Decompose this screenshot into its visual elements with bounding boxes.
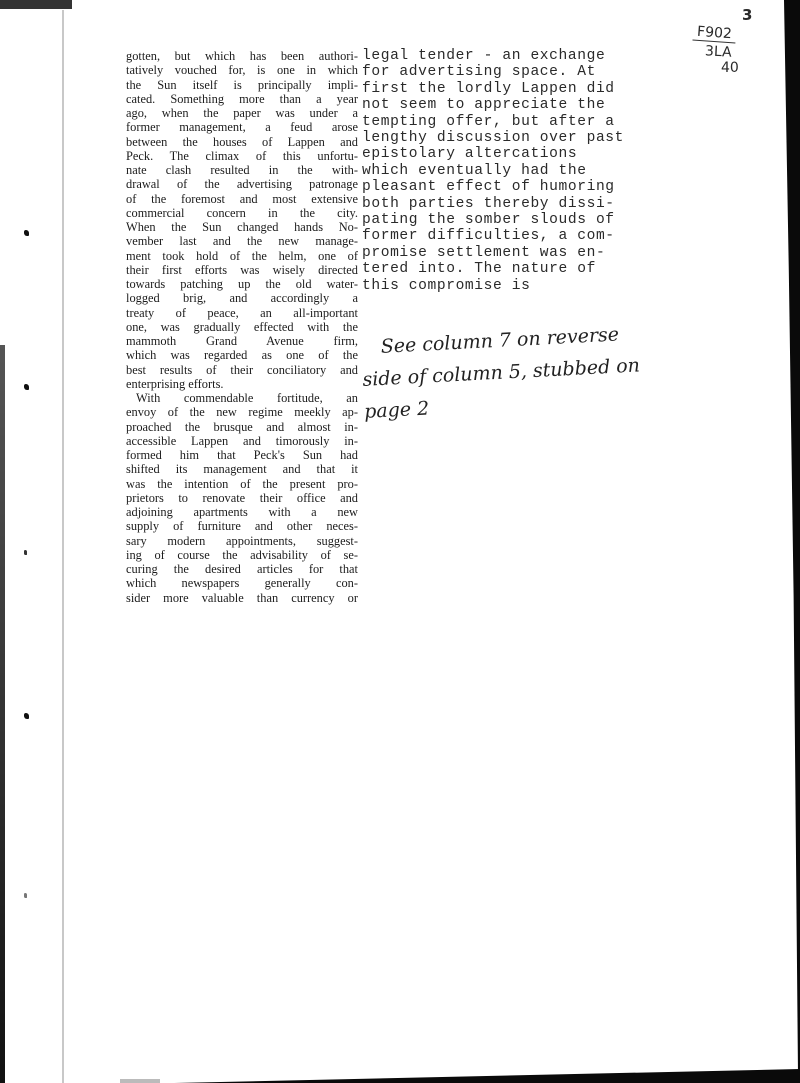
text-line: tatively vouched for, is one in which — [126, 63, 358, 78]
page-number: 3 — [742, 6, 753, 24]
text-line: promise settlement was en- — [362, 244, 606, 261]
text-line: which was regarded as one of the — [126, 348, 358, 363]
text-line: vember last and the new manage- — [126, 234, 358, 249]
catalog-mark-line1: F902 — [692, 24, 736, 44]
text-line: their first efforts was wisely directed — [126, 262, 358, 277]
scan-edge-bottom — [120, 1069, 800, 1083]
text-line: pleasant effect of humoring — [362, 179, 615, 196]
text-line: Peck. The climax of this unfortu- — [126, 148, 358, 163]
text-line: accessible Lappen and timorously in- — [126, 433, 358, 448]
text-line: adjoining apartments with a new — [126, 505, 358, 519]
paragraph-1 — [126, 49, 358, 391]
text-line: shifted its management and that it — [126, 462, 358, 477]
text-line: former difficulties, a com- — [362, 228, 615, 245]
binding-hole-mark — [24, 713, 29, 719]
handwritten-note — [360, 311, 764, 428]
text-line: drawal of the advertising patronage — [126, 177, 358, 192]
text-line: sider more valuable than currency or — [126, 590, 358, 605]
scan-edge-left — [0, 345, 5, 1083]
text-line: best results of their conciliatory and — [126, 362, 358, 377]
text-line: which newspapers generally con- — [126, 576, 358, 591]
text-line: ago, when the paper was under a — [126, 106, 358, 120]
text-line: tempting offer, but after a — [362, 113, 615, 130]
text-line: for advertising space. At — [362, 64, 596, 81]
text-line: cated. Something more than a year — [126, 91, 358, 106]
text-line: towards patching up the old water- — [126, 277, 358, 291]
binding-hole-mark — [24, 230, 29, 236]
handwritten-line: See column 7 on reverse — [380, 323, 620, 358]
text-line: between the houses of Lappen and — [126, 134, 358, 149]
text-line: was the intention of the present pro- — [126, 476, 358, 491]
binding-hole-mark — [24, 384, 29, 390]
text-line: both parties thereby dissi- — [362, 195, 615, 212]
handwritten-line: side of column 5, stubbed on — [361, 354, 641, 391]
text-line: ing of course the advisability of se- — [126, 547, 358, 562]
page-crease-line — [62, 10, 64, 1083]
text-line: which eventually had the — [362, 162, 587, 179]
text-line: nate clash resulted in the with- — [126, 163, 358, 177]
text-line: lengthy discussion over past — [362, 130, 625, 147]
paragraph-2 — [126, 391, 358, 605]
scan-edge-top — [0, 0, 72, 9]
text-line: logged brig, and accordingly a — [126, 291, 358, 306]
text-line: epistolary altercations — [362, 146, 578, 163]
scan-shadow-bottom — [120, 1079, 160, 1083]
printed-column — [126, 49, 358, 605]
text-line: With commendable fortitude, an — [136, 391, 358, 405]
text-line: ment took hold of the helm, one of — [126, 248, 358, 263]
text-line: mammoth Grand Avenue firm, — [126, 334, 358, 348]
text-line: one, was gradually effected with the — [126, 319, 358, 334]
text-line: prietors to renovate their office and — [126, 490, 358, 505]
text-line: this compromise is — [362, 277, 531, 294]
text-line: of the foremost and most extensive — [126, 191, 358, 206]
text-line: legal tender - an exchange — [362, 48, 606, 64]
handwritten-line: page 2 — [363, 397, 430, 423]
text-line: the Sun itself is principally impli- — [126, 77, 358, 92]
text-line: pating the somber slouds of — [362, 212, 615, 229]
text-line: not seem to appreciate the — [362, 97, 606, 114]
typewritten-column — [362, 48, 662, 294]
text-line: tered into. The nature of — [362, 261, 596, 278]
binding-hole-mark — [24, 893, 27, 898]
text-line: commercial concern in the city. — [126, 205, 358, 220]
text-line: proached the brusque and almost in- — [126, 419, 358, 434]
text-line: envoy of the new regime meekly ap- — [126, 405, 358, 420]
text-line: supply of furniture and other neces- — [126, 519, 358, 534]
text-line: formed him that Peck's Sun had — [126, 448, 358, 462]
catalog-mark-line2: 3LA — [704, 43, 733, 61]
text-line: curing the desired articles for that — [126, 562, 358, 576]
text-line: sary modern appointments, suggest- — [126, 533, 358, 548]
binding-hole-mark — [24, 550, 27, 555]
text-line: enterprising efforts. — [126, 376, 224, 391]
text-line: gotten, but which has been authori- — [126, 49, 358, 63]
text-line: first the lordly Lappen did — [362, 80, 615, 97]
scan-edge-right — [784, 0, 800, 1083]
text-line: When the Sun changed hands No- — [126, 220, 358, 234]
catalog-mark-line3: 40 — [721, 60, 739, 76]
text-line: treaty of peace, an all-important — [126, 305, 358, 320]
text-line: former management, a feud arose — [126, 120, 358, 135]
